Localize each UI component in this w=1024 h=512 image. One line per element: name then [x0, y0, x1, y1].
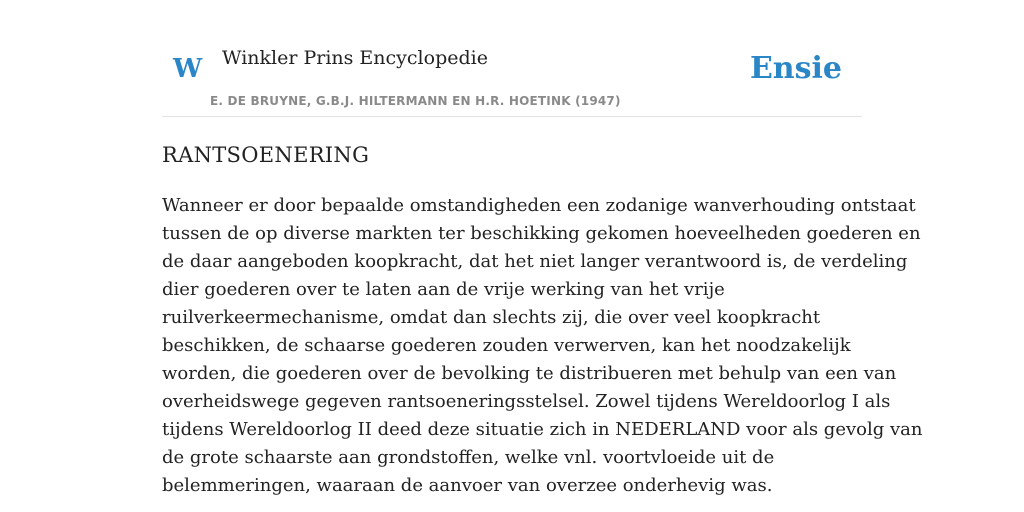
article-line: ruilverkeermechanisme, omdat dan slechts zij, die over veel koopkracht — [162, 307, 821, 328]
article-line: belemmeringen, waaraan de aanvoer van overzee onderhevig was. — [162, 475, 773, 496]
ensie-logo[interactable]: Ensie — [749, 51, 842, 86]
article-title: RANTSOENERING — [162, 143, 370, 167]
article-line: de grote schaarste aan grondstoffen, welke vnl. voortvloeide uit de — [162, 447, 775, 468]
article-line: tussen de op diverse markten ter beschikking gekomen hoeveelheden goederen en — [162, 223, 921, 244]
header — [162, 0, 862, 117]
article-line: worden, die goederen over de bevolking te distribueren met behulp van een van — [162, 363, 897, 384]
authors-byline: E. DE BRUYNE, G.B.J. HILTERMANN EN H.R. HOETINK (1947) — [210, 94, 621, 108]
article-line: Wanneer er door bepaalde omstandigheden een zodanige wanverhouding ontstaat — [162, 195, 916, 216]
site-title[interactable]: Winkler Prins Encyclopedie — [222, 47, 488, 69]
winkler-prins-logo[interactable]: W — [173, 54, 203, 84]
article-line: de daar aangeboden koopkracht, dat het niet langer verantwoord is, de verdeling — [162, 251, 908, 272]
article-line: beschikken, de schaarse goederen zouden verwerven, kan het noodzakelijk — [162, 335, 851, 356]
article-line: overheidswege gegeven rantsoeneringsstelsel. Zowel tijdens Wereldoorlog I als — [162, 391, 891, 412]
article-line: tijdens Wereldoorlog II deed deze situatie zich in NEDERLAND voor als gevolg van — [162, 419, 923, 440]
article-line: dier goederen over te laten aan de vrije werking van het vrije — [162, 279, 725, 300]
article-body — [162, 192, 923, 500]
